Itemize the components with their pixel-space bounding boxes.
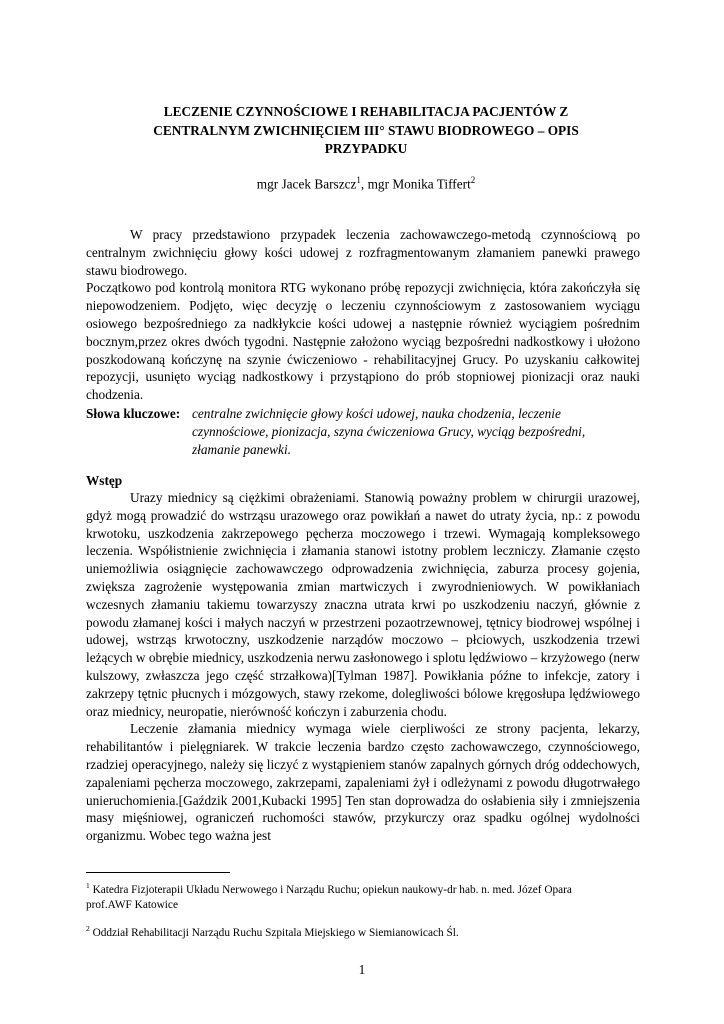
author-1-name: mgr Jacek Barszcz [256,176,357,192]
intro-section [86,489,640,845]
keywords-line-1: centralne zwichnięcie głowy kości udowej, nauka chodzenia, leczenie [192,406,561,421]
abstract-paragraph-1: W pracy przedstawiono przypadek leczenia zachowawczego-metodą czynnościową po centralnym zwichnięciu głowy kości udowej z rozfragmentowanym złamaniem panewki prawego stawu biodrowego. [86,227,640,278]
keywords-label: Słowa kluczowe: [86,406,181,421]
footnote-1 [86,878,640,913]
footnote-1-ref: 1 [86,881,90,890]
footnote-2-text: Oddział Rehabilitacji Narządu Ruchu Szpitala Miejskiego w Siemianowicach Śl. [92,926,459,939]
author-separator: , [360,176,368,192]
footnote-2-ref: 2 [86,924,90,933]
author-1-footnote-ref: 1 [356,175,361,185]
keywords-line-2: czynnościowe, pionizacja, szyna ćwiczeniowa Grucy, wyciąg bezpośredni, [192,423,586,439]
footnote-1-line-2: prof.AWF Katowice [86,898,178,911]
intro-paragraph-2: Leczenie złamania miednicy wymaga wiele cierpliwości ze strony pacjenta, lekarzy, rehabilitantów i pielęgniarek. W trakcie leczenia bardzo często zachowawczego, czynnościowego, rzadziej operacyjnego, należy się liczyć z wystąpieniem stanów zapalnych górnych dróg oddechowych, zapaleniami pęcherza moczowego, zakrzepami, zapaleniami żył i odleżynami z powodu długotrwałego unieruchomienia.[Gaździk 2001,Kubacki 1995] Ten stan doprowadza do osłabienia siły i zmniejszenia masy mięśniowej, ograniczeń ruchomości stawów, przykurczy oraz spadku ogólnej wydolności organizmu. Wobec tego ważna jest [86,721,640,844]
footnote-2 [86,921,640,941]
paper-title [86,103,646,159]
title-line-1: LECZENIE CZYNNOŚCIOWE I REHABILITACJA PACJENTÓW Z [163,104,569,119]
author-2-name: mgr Monika Tiffert [367,176,471,192]
footnote-1-line-1: Katedra Fizjoterapii Układu Nerwowego i Narządu Ruchu; opiekun naukowy-dr hab. n. med. Józef Opara [92,883,572,896]
section-heading-intro: Wstęp [86,473,123,488]
author-2-footnote-ref: 2 [470,175,476,185]
intro-paragraph-1: Urazy miednicy są ciężkimi obrażeniami. Stanowią poważny problem w chirurgii urazowej, gdyż mogą prowadzić do wstrząsu urazowego oraz powikłań a nawet do utraty życia, np.: z powodu krwotoku, uszkodzenia zakrzepowego pęcherza moczowego i trzewi. Wymagają kompleksowego leczenia. Współistnienie zwichnięcia i złamania stanowi istotny problem leczniczy. Złamanie często uniemożliwia osiągnięcie zachowawczego odprowadzenia zwichnięcia, zaburza procesy gojenia, zwiększa zagrożenie występowania zmian martwiczych i zwyrodnieniowych. W powikłaniach wczesnych złamaniu takiemu towarzyszy znaczna utrata krwi po uszkodzeniu naczyń, głównie z powodu złamanej kości i małych naczyń w przestrzeni pozaotrzewnowej, tętnicy biodrowej wspólnej i udowej, wstrząs krwotoczny, uszkodzenie narządów moczowo – płciowych, uszkodzenia trzewi leżących w obrębie miednicy, uszkodzenia nerwu zasłonowego i splotu lędźwiowo – krzyżowego (nerw kulszowy, zwłaszcza jego część strzałkowa)[Tylman 1987]. Powikłania późne to infekcje, zatory i zakrzepy tętnic płucnych i mózgowych, stawy rzekome, dolegliwości bólowe kręgosłupa lędźwiowego oraz miednicy, neuropatie, nierówność kończyn i zaburzenia chodu. [86,490,640,719]
title-line-3: PRZYPADKU [324,141,408,156]
abstract [86,226,640,404]
keywords-line-3: złamanie panewki. [192,441,291,457]
abstract-paragraph-2: Początkowo pod kontrolą monitora RTG wykonano próbę repozycji zwichnięcia, która zakończyła się niepowodzeniem. Podjęto, więc decyzję o leczeniu czynnościowym z zastosowaniem wyciągu osiowego bezpośredniego za nadkłykcie kości udowej a następnie również wyciągiem pośrednim bocznym,przez okres dwóch tygodni. Następnie założono wyciąg bezpośredni nadkostkowy i ułożono poszkodowaną kończynę na szynie ćwiczeniowo - rehabilitacyjnej Grucy. Po uzyskaniu całkowitej repozycji, usunięto wyciąg nadkostkowy i przystąpiono do prób stopniowej pionizacji oraz nauki chodzenia. [86,280,640,403]
page-number: 1 [358,962,366,977]
title-line-2: CENTRALNYM ZWICHNIĘCIEM III° STAWU BIODROWEGO – OPIS [153,122,579,138]
keywords-list [192,405,642,458]
footnote-separator [86,872,230,873]
author-line [86,171,646,193]
